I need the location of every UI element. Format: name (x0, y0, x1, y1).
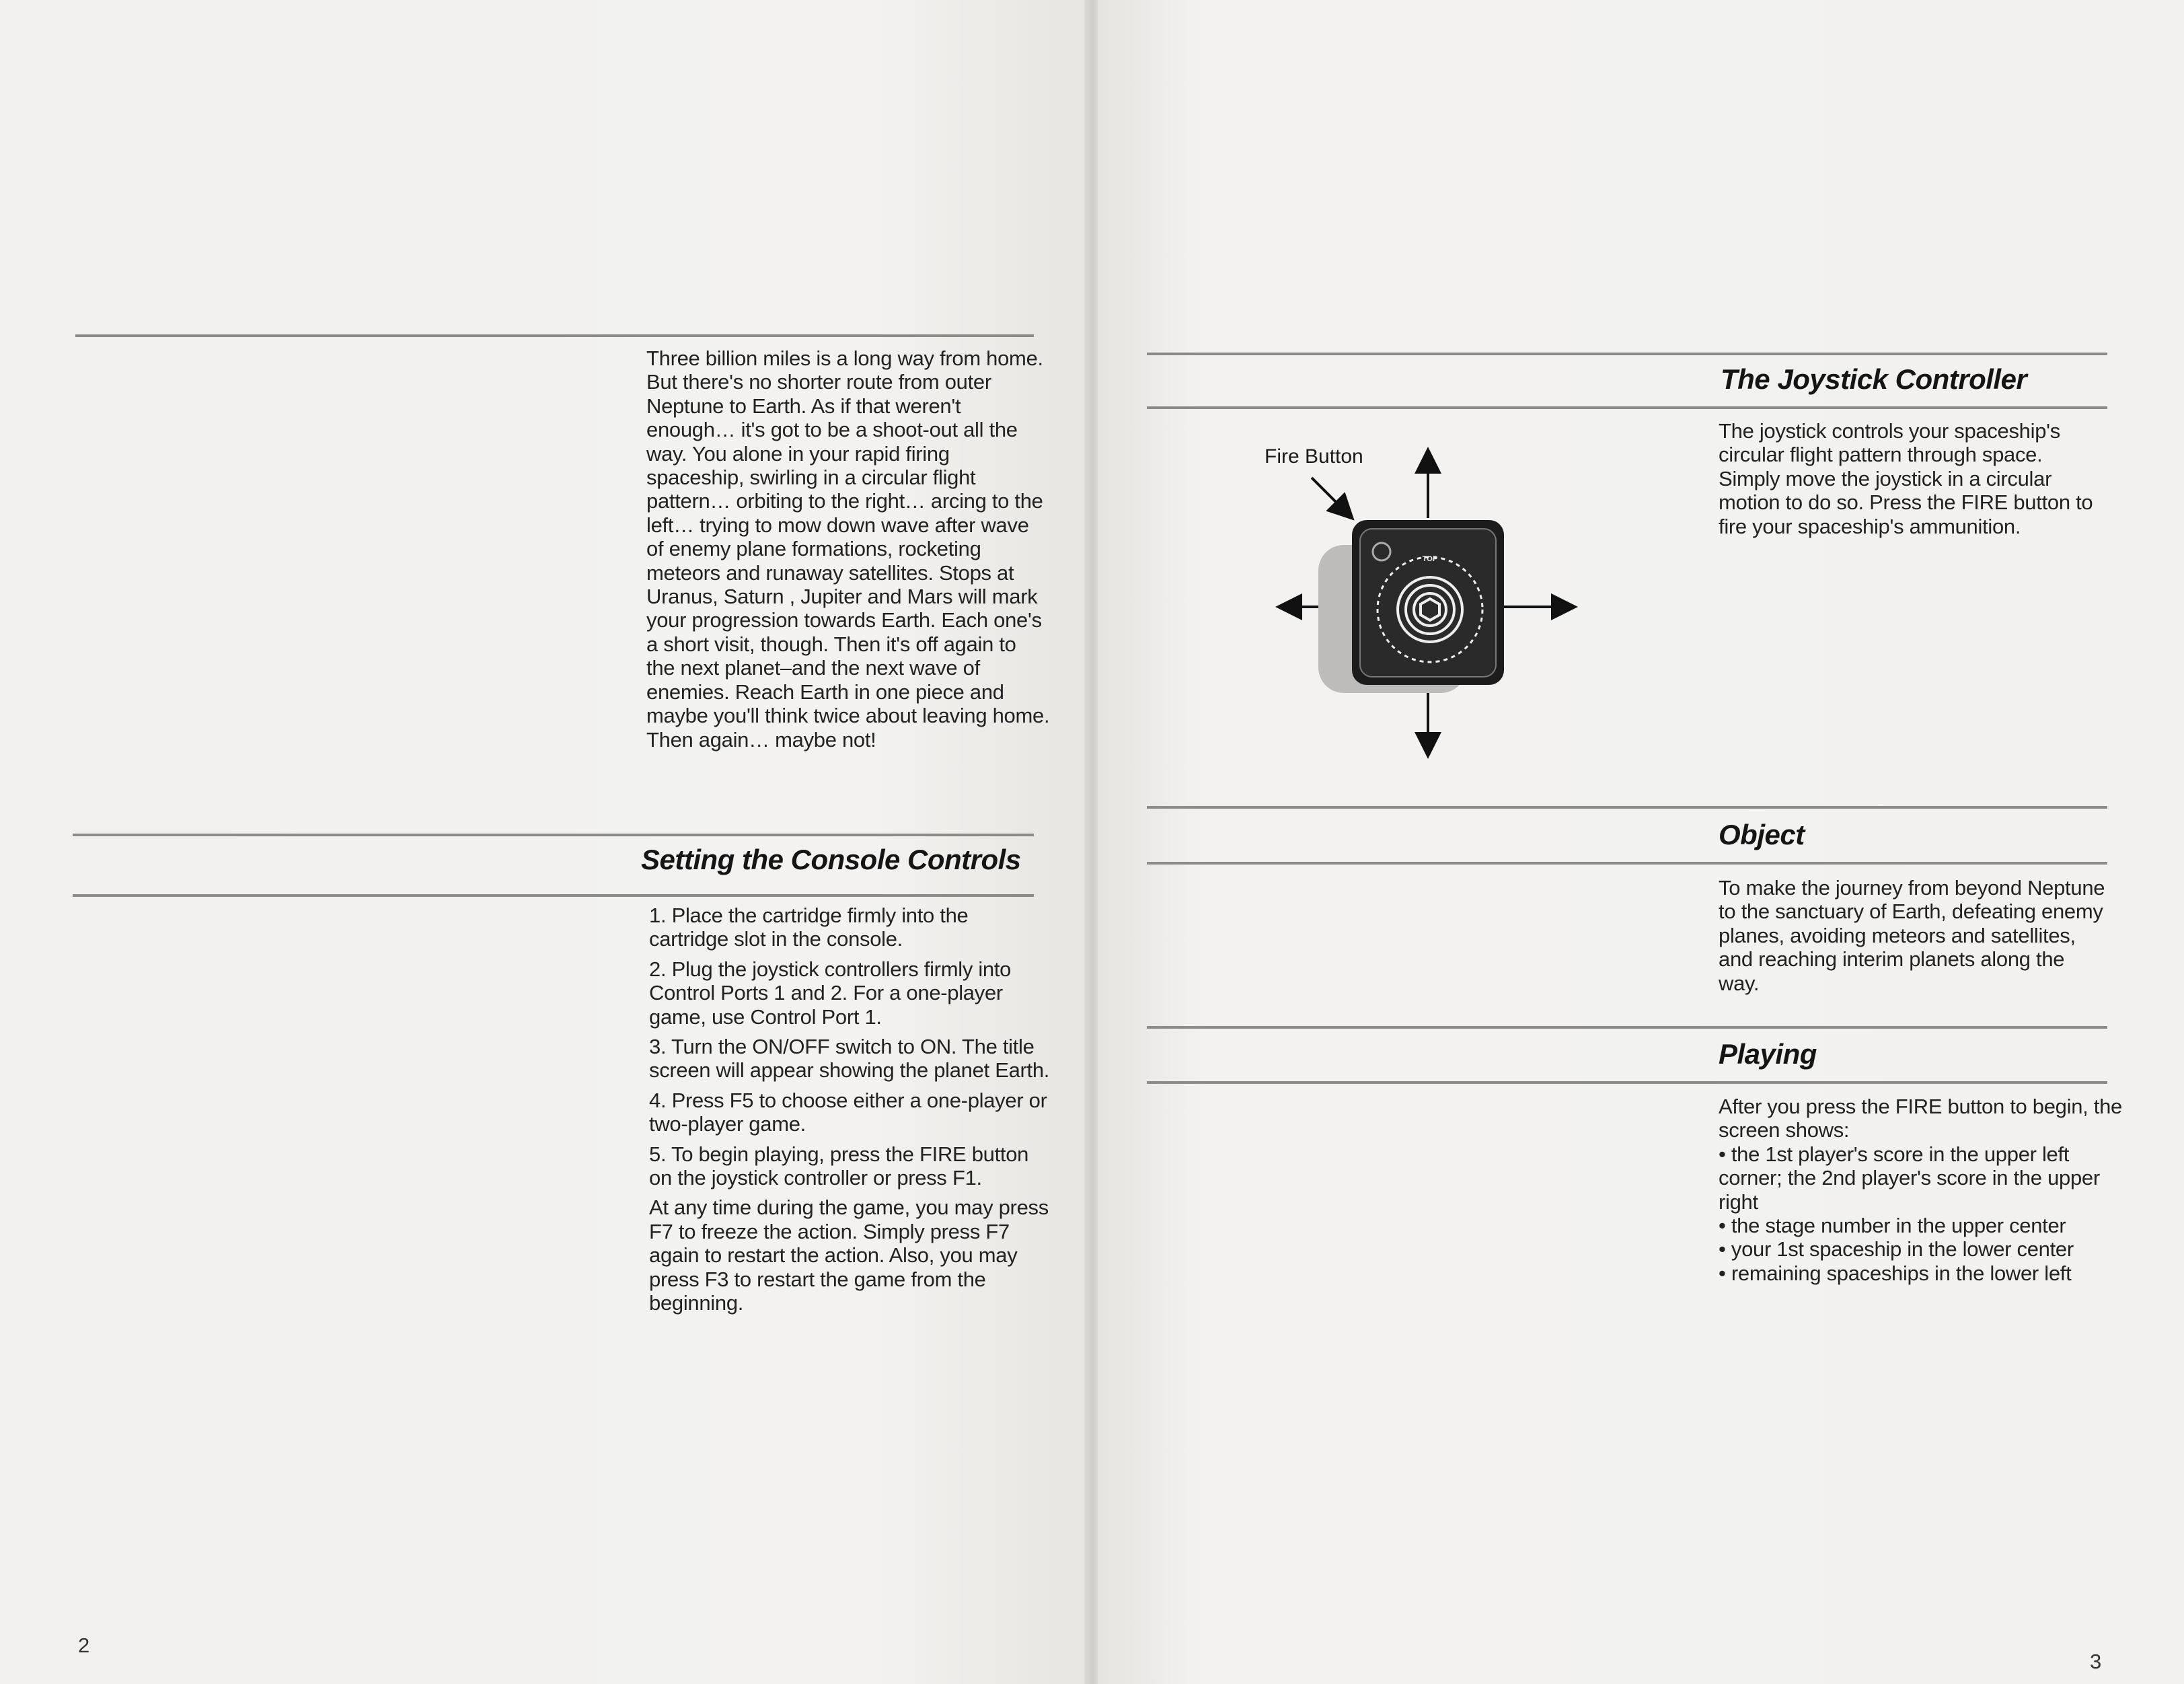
fire-button-label: Fire Button (1265, 445, 1363, 468)
fire-button-icon (1373, 543, 1390, 560)
joystick-paragraph: The joystick controls your spaceship's circular flight pattern through space. Simply move the joystick in a circular motion to do so. Press the FIRE button to fire your spaceship's ammunition. (1719, 419, 2093, 538)
object-heading-rule-top (1147, 806, 2107, 809)
console-heading: Setting the Console Controls (641, 844, 1021, 875)
right-page (1098, 0, 2184, 1684)
playing-item: • the 1st player's score in the upper left corner; the 2nd player's score in the upper right (1719, 1142, 2100, 1214)
console-step: 1. Place the cartridge firmly into the cartridge slot in the console. (649, 904, 969, 951)
console-note: At any time during the game, you may press F7 to freeze the action. Simply press F7 again to restart the action. Also, you may press F3 to restart the game from the beginning. (649, 1196, 1049, 1315)
playing-section (1719, 1095, 2122, 1285)
playing-item: • the stage number in the upper center (1719, 1214, 2066, 1238)
playing-intro: After you press the FIRE button to begin, the screen shows: (1719, 1095, 2122, 1142)
console-steps (649, 904, 1053, 1321)
object-paragraph: To make the journey from beyond Neptune to the sanctuary of Earth, defeating enemy planes, avoiding meteors and satellites, and reaching interim planets along the way. (1719, 876, 2105, 995)
fire-pointer-arrow (1312, 478, 1351, 517)
page-number-right: 3 (2090, 1650, 2102, 1673)
intro-text: Three billion miles is a long way from home. But there's no shorter route from outer Neptune to Earth. As if that weren't enough… it's got to be a shoot-out all the way. You alone in your rapid firing spaceship, swirling in a circular flight pattern… orbiting to the right… arcing to the left… trying to mow down wave after wave of enemy plane formations, rocketing meteors and runaway satellites. Stops at Uranus, Saturn , Jupiter and Mars will mark your progression towards Earth. Each one's a short visit, though. Then it's off again to the next planet–and the next wave of enemies. Reach Earth in one piece and maybe you'll think twice about leaving home. Then again… maybe not! (646, 346, 1050, 752)
playing-heading-rule-top (1147, 1026, 2107, 1029)
playing-item: • your 1st spaceship in the lower center (1719, 1237, 2074, 1261)
top-rule (75, 334, 1034, 337)
joystick-heading: The Joystick Controller (1721, 363, 2027, 395)
left-page (0, 0, 1088, 1684)
joystick-heading-rule-top (1147, 353, 2107, 355)
playing-item: • remaining spaceships in the lower left (1719, 1261, 2072, 1285)
object-heading-rule-bottom (1147, 862, 2107, 865)
joystick-top-label: TOP (1422, 555, 1438, 563)
console-heading-rule-bottom (73, 894, 1034, 897)
joystick-heading-rule-bottom (1147, 406, 2107, 409)
console-step: 3. Turn the ON/OFF switch to ON. The title screen will appear showing the planet Earth. (649, 1035, 1050, 1083)
page-number-left: 2 (78, 1634, 90, 1657)
joystick-diagram (1271, 437, 1581, 760)
console-step: 5. To begin playing, press the FIRE button on the joystick controller or press F1. (649, 1142, 1029, 1190)
console-step: 2. Plug the joystick controllers firmly into Control Ports 1 and 2. For a one-player game, use Control Port 1. (649, 957, 1012, 1029)
playing-heading-rule-bottom (1147, 1081, 2107, 1084)
console-step: 4. Press F5 to choose either a one-player or two-player game. (649, 1088, 1047, 1136)
console-heading-rule-top (73, 834, 1034, 836)
object-heading: Object (1719, 819, 1805, 850)
intro-paragraph (646, 346, 1050, 752)
playing-heading: Playing (1719, 1038, 1817, 1070)
